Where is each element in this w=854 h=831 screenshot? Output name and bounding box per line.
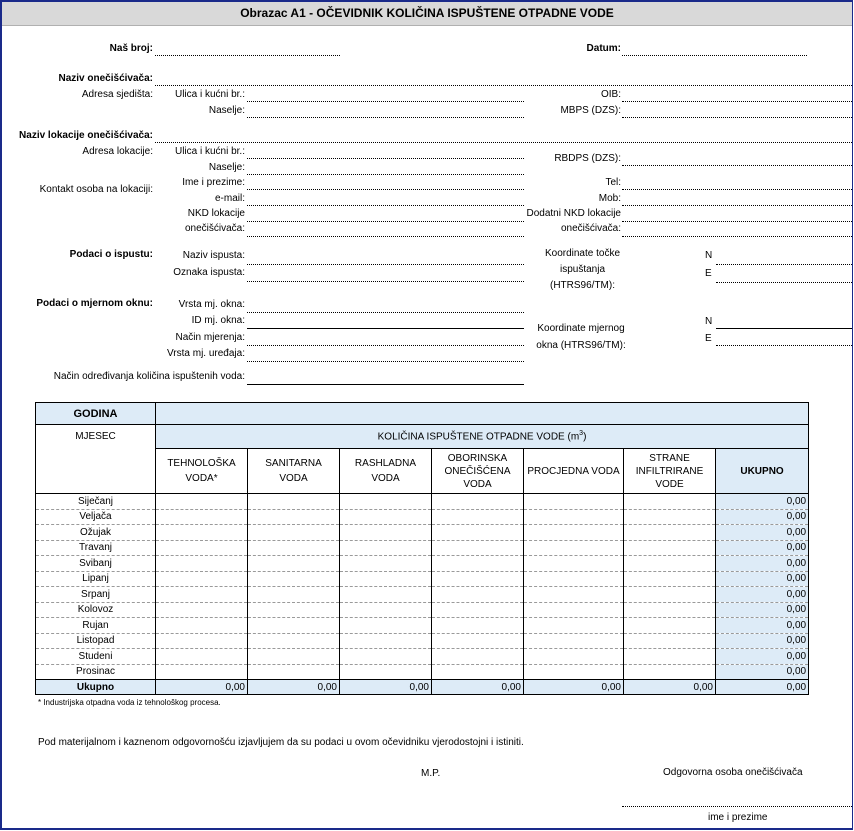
quantity-cell[interactable]	[524, 509, 624, 525]
quantity-cell[interactable]	[248, 525, 340, 541]
quantity-cell[interactable]	[156, 602, 248, 618]
contact-tel-field[interactable]	[622, 189, 852, 190]
quantity-cell[interactable]	[624, 540, 716, 556]
extra-nkd-label-2: onečišćivača:	[560, 223, 621, 234]
location-settlement-field[interactable]	[247, 174, 524, 175]
table-row	[36, 494, 809, 510]
table-row	[36, 633, 809, 649]
month-label: Listopad	[36, 633, 156, 649]
location-street-label: Ulica i kućni br.:	[174, 146, 245, 157]
group-header: KOLIČINA ISPUŠTENE OTPADNE VODE $(m^3)$	[156, 425, 809, 449]
quantity-cell[interactable]	[524, 633, 624, 649]
discharge-n-label: N	[705, 250, 713, 261]
quantity-cell[interactable]	[340, 618, 432, 634]
quantity-cell[interactable]	[524, 571, 624, 587]
nas-broj-field[interactable]	[155, 55, 340, 56]
extra-nkd-field-2[interactable]	[622, 236, 852, 237]
quantity-cell[interactable]	[624, 556, 716, 572]
month-label: Lipanj	[36, 571, 156, 587]
quantity-cell[interactable]	[432, 587, 524, 603]
table-row	[36, 602, 809, 618]
signature-field[interactable]	[622, 806, 852, 807]
quantity-cell[interactable]	[524, 587, 624, 603]
quantity-cell[interactable]	[156, 633, 248, 649]
declaration: Pod materijalnom i kaznenom odgovornošću izjavljujem da su podaci u ovom očevidniku vjerodostojni i istiniti.	[38, 737, 524, 748]
month-total: 0,00	[716, 509, 809, 525]
quantity-cell[interactable]	[524, 618, 624, 634]
quantity-cell[interactable]	[432, 649, 524, 665]
quantity-cell[interactable]	[524, 664, 624, 680]
contact-name-field[interactable]	[247, 189, 524, 190]
col-header-procjedna: PROCJEDNA VODA	[524, 449, 624, 494]
quantity-cell[interactable]	[624, 633, 716, 649]
measuring-section-label: Podaci o mjernom oknu:	[36, 298, 153, 309]
quantity-cell[interactable]	[432, 571, 524, 587]
month-label: Rujan	[36, 618, 156, 634]
measuring-e-label: E	[705, 333, 712, 344]
quantity-cell[interactable]	[340, 633, 432, 649]
quantity-cell[interactable]	[248, 494, 340, 510]
quantity-cell[interactable]	[432, 509, 524, 525]
total-value: 0,00	[716, 680, 809, 695]
location-rbdps-label: RBDPS (DZS):	[554, 153, 621, 164]
col-header-strane: STRANE INFILTRIRANE VODE	[624, 449, 716, 494]
measuring-e-field[interactable]	[716, 345, 852, 346]
measuring-method-field[interactable]	[247, 345, 524, 346]
measuring-coords-label-1: Koordinate mjernog	[537, 323, 625, 334]
quantity-cell[interactable]	[624, 509, 716, 525]
discharge-e-label: E	[705, 268, 712, 279]
measuring-id-field[interactable]	[247, 328, 524, 329]
quantity-cell[interactable]	[624, 571, 716, 587]
polluter-street-field[interactable]	[247, 101, 524, 102]
total-value: 0,00	[156, 680, 248, 695]
quantity-cell[interactable]	[432, 540, 524, 556]
quantity-cell[interactable]	[156, 618, 248, 634]
quantity-cell[interactable]	[156, 540, 248, 556]
quantity-cell[interactable]	[248, 540, 340, 556]
month-label: Travanj	[36, 540, 156, 556]
month-label: Veljača	[36, 509, 156, 525]
location-rbdps-field[interactable]	[622, 165, 852, 166]
quantity-cell[interactable]	[432, 494, 524, 510]
polluter-name-field[interactable]	[155, 85, 852, 86]
polluter-oib-field[interactable]	[622, 101, 852, 102]
contact-email-label: e-mail:	[214, 193, 245, 204]
contact-label: Kontakt osoba na lokaciji:	[39, 184, 153, 195]
godina-field[interactable]	[156, 403, 809, 425]
table-row	[36, 556, 809, 572]
quantity-cell[interactable]	[248, 587, 340, 603]
footnote: * Industrijska otpadna voda iz tehnološkog procesa.	[38, 698, 221, 707]
col-header-sanitarna: SANITARNA VODA	[248, 449, 340, 494]
discharge-mark-field[interactable]	[247, 281, 524, 282]
month-total: 0,00	[716, 571, 809, 587]
godina-label: GODINA	[36, 403, 156, 425]
col-header-oborinska: OBORINSKA ONEČIŠĆENA VODA	[432, 449, 524, 494]
polluter-oib-label: OIB:	[600, 89, 621, 100]
quantity-cell[interactable]	[340, 509, 432, 525]
extra-nkd-label-1: Dodatni NKD lokacije	[526, 208, 621, 219]
quantity-cell[interactable]	[524, 525, 624, 541]
datum-field[interactable]	[622, 55, 807, 56]
quantity-cell[interactable]	[524, 602, 624, 618]
quantity-cell[interactable]	[248, 664, 340, 680]
measuring-device-label: Vrsta mj. uređaja:	[167, 348, 245, 359]
determination-field[interactable]	[247, 384, 524, 385]
contact-tel-label: Tel:	[605, 177, 621, 188]
quantity-cell[interactable]	[340, 556, 432, 572]
discharge-name-label: Naziv ispusta:	[182, 250, 245, 261]
col-header-tehnoloska: TEHNOLOŠKA VODA*	[156, 449, 248, 494]
discharge-coords-label-3: (HTRS96/TM):	[550, 280, 615, 291]
quantity-cell[interactable]	[524, 540, 624, 556]
datum-label: Datum:	[586, 43, 621, 54]
table-row	[36, 525, 809, 541]
polluter-mbps-field[interactable]	[622, 117, 852, 118]
month-label: Studeni	[36, 649, 156, 665]
sign-name-label: ime i prezime	[708, 812, 768, 823]
quantity-cell[interactable]	[624, 664, 716, 680]
month-total: 0,00	[716, 556, 809, 572]
total-value: 0,00	[524, 680, 624, 695]
polluter-name-label: Naziv onečišćivača:	[58, 73, 153, 84]
polluter-street-label: Ulica i kućni br.:	[174, 89, 245, 100]
quantity-cell[interactable]	[248, 633, 340, 649]
nas-broj-label: Naš broj:	[109, 43, 153, 54]
measuring-method-label: Način mjerenja:	[175, 332, 245, 343]
col-header-ukupno: UKUPNO	[716, 449, 809, 494]
nkd-field-2[interactable]	[247, 236, 524, 237]
col-header-rashladna: RASHLADNA VODA	[340, 449, 432, 494]
nkd-field[interactable]	[247, 221, 524, 222]
discharge-coords-label-1: Koordinate točke	[544, 248, 621, 259]
polluter-mbps-label: MBPS (DZS):	[560, 105, 621, 116]
location-address-label: Adresa lokacije:	[82, 146, 153, 157]
quantity-cell[interactable]	[432, 525, 524, 541]
month-label: Srpanj	[36, 587, 156, 603]
quantity-cell[interactable]	[248, 509, 340, 525]
table-row	[36, 571, 809, 587]
quantity-cell[interactable]	[340, 602, 432, 618]
total-value: 0,00	[624, 680, 716, 695]
location-name-field[interactable]	[155, 142, 852, 143]
contact-mob-field[interactable]	[622, 205, 852, 206]
quantity-cell[interactable]	[156, 494, 248, 510]
month-total: 0,00	[716, 664, 809, 680]
quantity-cell[interactable]	[248, 602, 340, 618]
quantity-cell[interactable]	[524, 556, 624, 572]
discharge-n-field[interactable]	[716, 264, 852, 265]
contact-email-field[interactable]	[247, 205, 524, 206]
total-value: 0,00	[248, 680, 340, 695]
responsible-label: Odgovorna osoba onečišćivača	[663, 767, 803, 778]
month-total: 0,00	[716, 587, 809, 603]
quantity-cell[interactable]	[156, 664, 248, 680]
quantity-cell[interactable]	[340, 494, 432, 510]
extra-nkd-field[interactable]	[622, 221, 852, 222]
location-name-label: Naziv lokacije onečišćivača:	[19, 130, 153, 141]
table-row	[36, 664, 809, 680]
month-label: Svibanj	[36, 556, 156, 572]
discharge-section-label: Podaci o ispustu:	[69, 249, 153, 260]
contact-name-label: Ime i prezime:	[182, 177, 245, 188]
table-row	[36, 649, 809, 665]
quantity-cell[interactable]	[156, 649, 248, 665]
nkd-label-2: onečišćivača:	[184, 223, 245, 234]
month-label: Ožujak	[36, 525, 156, 541]
month-total: 0,00	[716, 618, 809, 634]
quantity-cell[interactable]	[156, 525, 248, 541]
measuring-n-field[interactable]	[716, 328, 852, 329]
contact-mob-label: Mob:	[598, 193, 621, 204]
measuring-coords-label-2: okna (HTRS96/TM):	[536, 340, 626, 351]
quantity-cell[interactable]	[624, 602, 716, 618]
measuring-type-label: Vrsta mj. okna:	[178, 299, 245, 310]
month-total: 0,00	[716, 525, 809, 541]
measuring-device-field[interactable]	[247, 361, 524, 362]
quantity-cell[interactable]	[432, 602, 524, 618]
polluter-address-label: Adresa sjedišta:	[81, 89, 153, 100]
discharge-coords-label-2: ispuštanja	[559, 264, 606, 275]
page-title: Obrazac A1 - OČEVIDNIK KOLIČINA ISPUŠTENE OTPADNE VODE	[2, 2, 852, 26]
quantity-cell[interactable]	[432, 618, 524, 634]
quantity-cell[interactable]	[624, 587, 716, 603]
quantity-cell[interactable]	[156, 587, 248, 603]
month-total: 0,00	[716, 540, 809, 556]
total-value: 0,00	[432, 680, 524, 695]
discharge-name-field[interactable]	[247, 264, 524, 265]
quantity-cell[interactable]	[624, 525, 716, 541]
measuring-n-label: N	[705, 316, 713, 327]
month-total: 0,00	[716, 494, 809, 510]
quantity-cell[interactable]	[156, 571, 248, 587]
polluter-settlement-label: Naselje:	[208, 105, 245, 116]
quantity-cell[interactable]	[340, 664, 432, 680]
location-settlement-label: Naselje:	[208, 162, 245, 173]
quantity-cell[interactable]	[340, 540, 432, 556]
quantity-cell[interactable]	[248, 618, 340, 634]
determination-label: Način određivanja količina ispuštenih voda:	[53, 371, 245, 382]
table-row	[36, 509, 809, 525]
quantity-cell[interactable]	[524, 649, 624, 665]
discharge-mark-label: Oznaka ispusta:	[173, 267, 245, 278]
measuring-id-label: ID mj. okna:	[191, 315, 245, 326]
month-total: 0,00	[716, 602, 809, 618]
quantity-cell[interactable]	[340, 587, 432, 603]
quantity-cell[interactable]	[248, 571, 340, 587]
mp-label: M.P.	[421, 768, 441, 779]
quantity-cell[interactable]	[156, 556, 248, 572]
quantity-cell[interactable]	[248, 649, 340, 665]
month-total: 0,00	[716, 633, 809, 649]
quantity-table	[35, 402, 809, 695]
quantity-cell[interactable]	[624, 649, 716, 665]
discharge-e-field[interactable]	[716, 282, 852, 283]
month-total: 0,00	[716, 649, 809, 665]
quantity-cell[interactable]	[156, 509, 248, 525]
polluter-settlement-field[interactable]	[247, 117, 524, 118]
quantity-cell[interactable]	[432, 633, 524, 649]
quantity-cell[interactable]	[340, 525, 432, 541]
measuring-type-field[interactable]	[247, 312, 524, 313]
nkd-label-1: NKD lokacije	[187, 208, 245, 219]
total-row-label: Ukupno	[36, 680, 156, 695]
quantity-cell[interactable]	[624, 618, 716, 634]
table-row	[36, 540, 809, 556]
month-label: Siječanj	[36, 494, 156, 510]
quantity-cell[interactable]	[432, 664, 524, 680]
total-value: 0,00	[340, 680, 432, 695]
location-street-field[interactable]	[247, 158, 524, 159]
quantity-cell[interactable]	[340, 571, 432, 587]
month-label: Kolovoz	[36, 602, 156, 618]
quantity-cell[interactable]	[248, 556, 340, 572]
table-row	[36, 618, 809, 634]
quantity-cell[interactable]	[340, 649, 432, 665]
table-row	[36, 587, 809, 603]
mjesec-label: MJESEC	[36, 425, 156, 494]
quantity-cell[interactable]	[432, 556, 524, 572]
month-label: Prosinac	[36, 664, 156, 680]
quantity-cell[interactable]	[624, 494, 716, 510]
quantity-cell[interactable]	[524, 494, 624, 510]
